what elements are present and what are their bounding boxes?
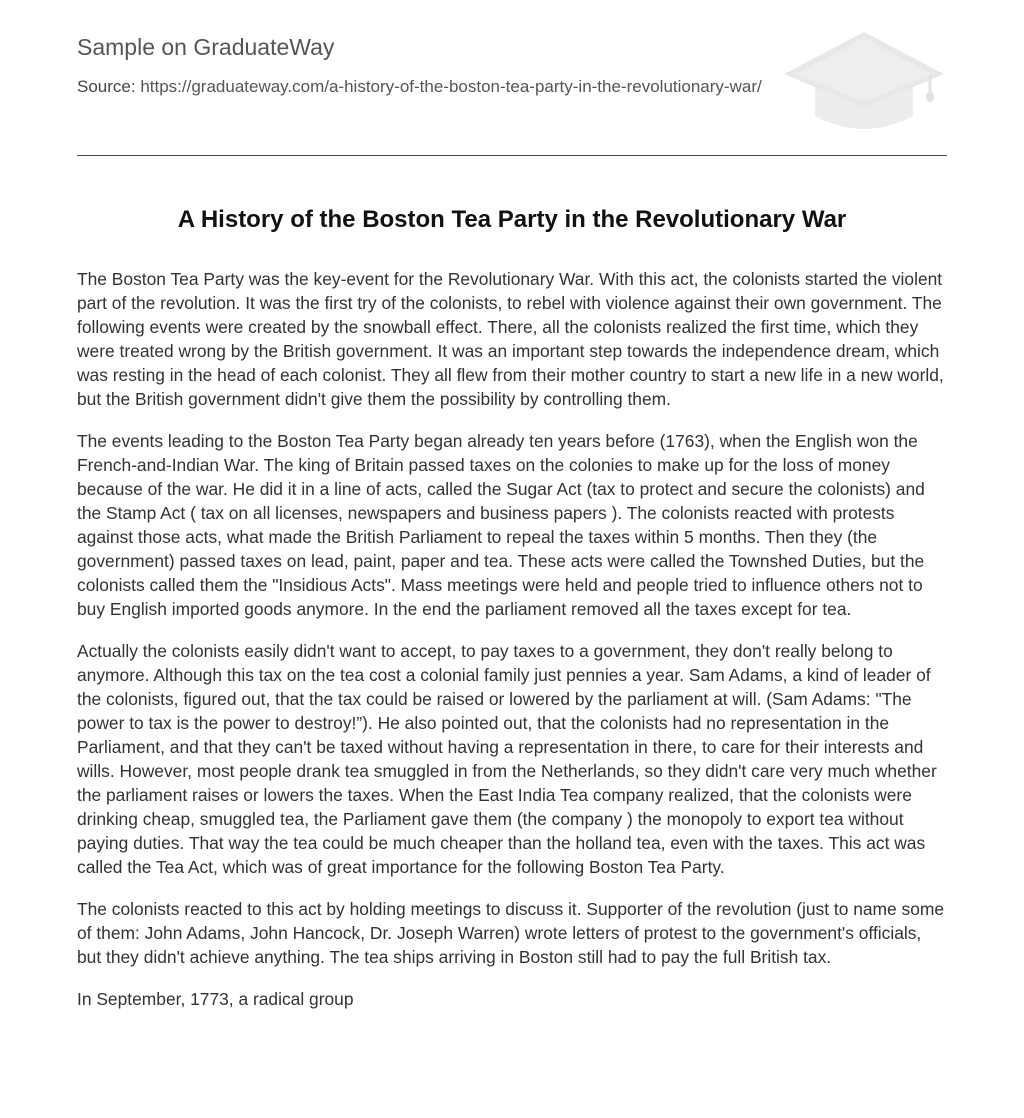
site-title: Sample on GraduateWay — [77, 34, 335, 60]
graduation-cap-icon — [780, 30, 948, 134]
article-title: A History of the Boston Tea Party in the Revolutionary War — [177, 206, 847, 233]
source-link[interactable]: https://graduateway.com/a-history-of-the-boston-tea-party-in-the-revolutionary-war/ — [140, 77, 762, 96]
source-line — [77, 76, 777, 97]
article-paragraph: The events leading to the Boston Tea Party began already ten years before (1763), when the English won the French-and-Indian War. The king of Britain passed taxes on the colonies to make up for the loss of money because of the war. He did it in a line of acts, called the Sugar Act (tax to protect and secure the colonists) and the Stamp Act ( tax on all licenses, newspapers and business papers ). The colonists reacted with protests against those acts, what made the British Parliament to repeal the taxes within 5 months. Then they (the government) passed taxes on lead, paint, paper and tea. These acts were called the Townshed Duties, but the colonists called them the "Insidious Acts". Mass meetings were held and people tried to influence others not to buy English imported goods anymore. In the end the parliament removed all the taxes except for tea. — [77, 431, 925, 619]
article-body — [77, 267, 949, 1029]
source-label: Source: — [77, 77, 141, 96]
header-divider — [77, 155, 947, 156]
article-paragraph: The colonists reacted to this act by holding meetings to discuss it. Supporter of the revolution (just to name some of them: John Adams, John Hancock, Dr. Joseph Warren) wrote letters of protest to the government's officials, but they didn't achieve anything. The tea ships arriving in Boston still had to pay the full British tax. — [77, 899, 945, 967]
article-paragraph: The Boston Tea Party was the key-event for the Revolutionary War. With this act, the colonists started the violent part of the revolution. It was the first try of the colonists, to rebel with violence against their own government. The following events were created by the snowball effect. There, all the colonists realized the first time, which they were treated wrong by the British government. It was an important step towards the independence dream, which was resting in the head of each colonist. They all flew from their mother country to start a new life in a new world, but the British government didn't give them the possibility by controlling them. — [77, 269, 944, 409]
article-paragraph: In September, 1773, a radical group — [77, 989, 354, 1009]
article-paragraph: Actually the colonists easily didn't want to accept, to pay taxes to a government, they don't really belong to anymore. Although this tax on the tea cost a colonial family just pennies a year. Sam Adams, a kind of leader of the colonists, figured out, that the tax could be raised or lowered by the parliament at will. (Sam Adams: "The power to tax is the power to destroy!”). He also pointed out, that the colonists had no representation in the Parliament, and that they can't be taxed without having a representation in there, to care for their interests and wills. However, most people drank tea smuggled in from the Netherlands, so they didn't care very much whether the parliament raises or lowers the taxes. When the East India Tea company realized, that the colonists were drinking cheap, smuggled tea, the Parliament gave them (the company ) the monopoly to export tea without paying duties. That way the tea could be much cheaper than the holland tea, even with the taxes. This act was called the Tea Act, which was of great importance for the following Boston Tea Party. — [77, 641, 937, 877]
